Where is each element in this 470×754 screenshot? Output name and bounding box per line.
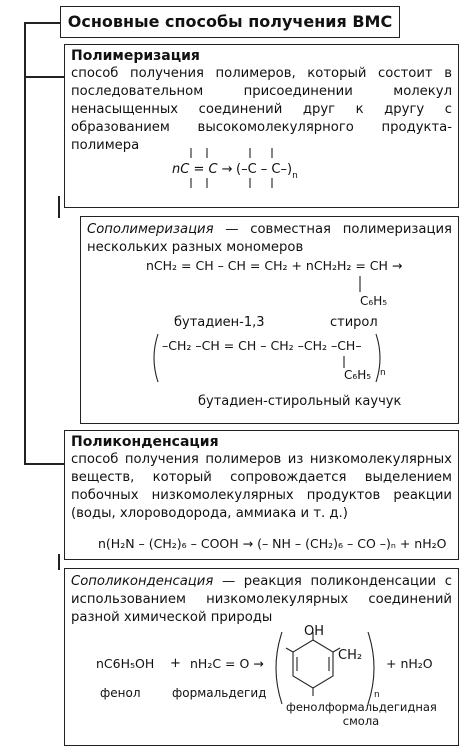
resin-n: n [374,690,380,700]
reactant-formaldehyde: nH₂C = O → [190,656,264,671]
resin-ch2: CH₂ [338,648,363,663]
polymerization-formula-left-text: nC = C → [172,162,233,177]
bracket-right [368,632,374,704]
bracket-left [154,334,158,382]
bond-line [286,648,293,652]
reactant-plus: + [170,656,181,671]
label-styrene: стирол [330,315,378,330]
label-formaldehyde: формальдегид [172,686,267,700]
copolymerization-product: –CH₂ –CH = CH – CH₂ –CH₂ –CH– [162,338,362,353]
polymerization-formula-right-text: (–C – C–) [236,162,293,177]
benzene-ring [293,640,333,688]
polycondensation-text: способ получения полимеров из низкомолекулярных веществ, который сопровождается выделением побочных низкомолекулярных продуктов реакции (воды, хлороводорода, аммиака и т. д.) [71,452,452,521]
bracket-left [276,632,282,704]
label-phenol: фенол [100,686,141,700]
bond-line [333,648,340,652]
copolymerization-product-n: n [380,368,386,378]
copolymerization-phenyl: C₆H₅ [360,294,388,308]
copolymerization-term: Сополимеризация [87,222,214,237]
resin-oh: OH [304,624,325,639]
copolycondensation-text: — реакция поликонденсации с использованием низкомолекулярных соединений разной химической природы [71,574,452,625]
label-butadiene: бутадиен-1,3 [174,315,265,330]
polycondensation-heading: Поликонденсация [71,434,219,450]
copolymerization-text: — совместная полимеризация нескольких разных мономеров [87,222,452,255]
label-resin: фенолформальдегидная смола [286,700,437,728]
reactant-phenol: nC6H₅OH [96,656,155,671]
resin-tail: + nH₂O [386,656,433,671]
page-title: Основные способы получения ВМС [67,12,393,31]
copolymerization-equation: nCH₂ = CH – CH = CH₂ + nCH₂H₂ = CH → [146,258,403,273]
polymerization-heading: Полимеризация [71,48,200,64]
label-rubber: бутадиен-стирольный каучук [198,394,402,409]
copolycondensation-term: Сополиконденсация [71,574,214,589]
polymerization-formula-n: n [292,171,298,181]
bracket-right [376,334,380,382]
polycondensation-formula: n(H₂N – (CH₂)₆ – COOH → (– NH – (CH₂)₆ – CO –)ₙ + nH₂O [98,536,447,551]
copolymerization-product-phenyl: C₆H₅ [344,368,372,382]
polymerization-text: способ получения полимеров, который состоит в последовательном присоединении молекул ненасыщенных соединений друг к другу с образованием высокомолекулярного продукта-полимера [71,66,452,153]
